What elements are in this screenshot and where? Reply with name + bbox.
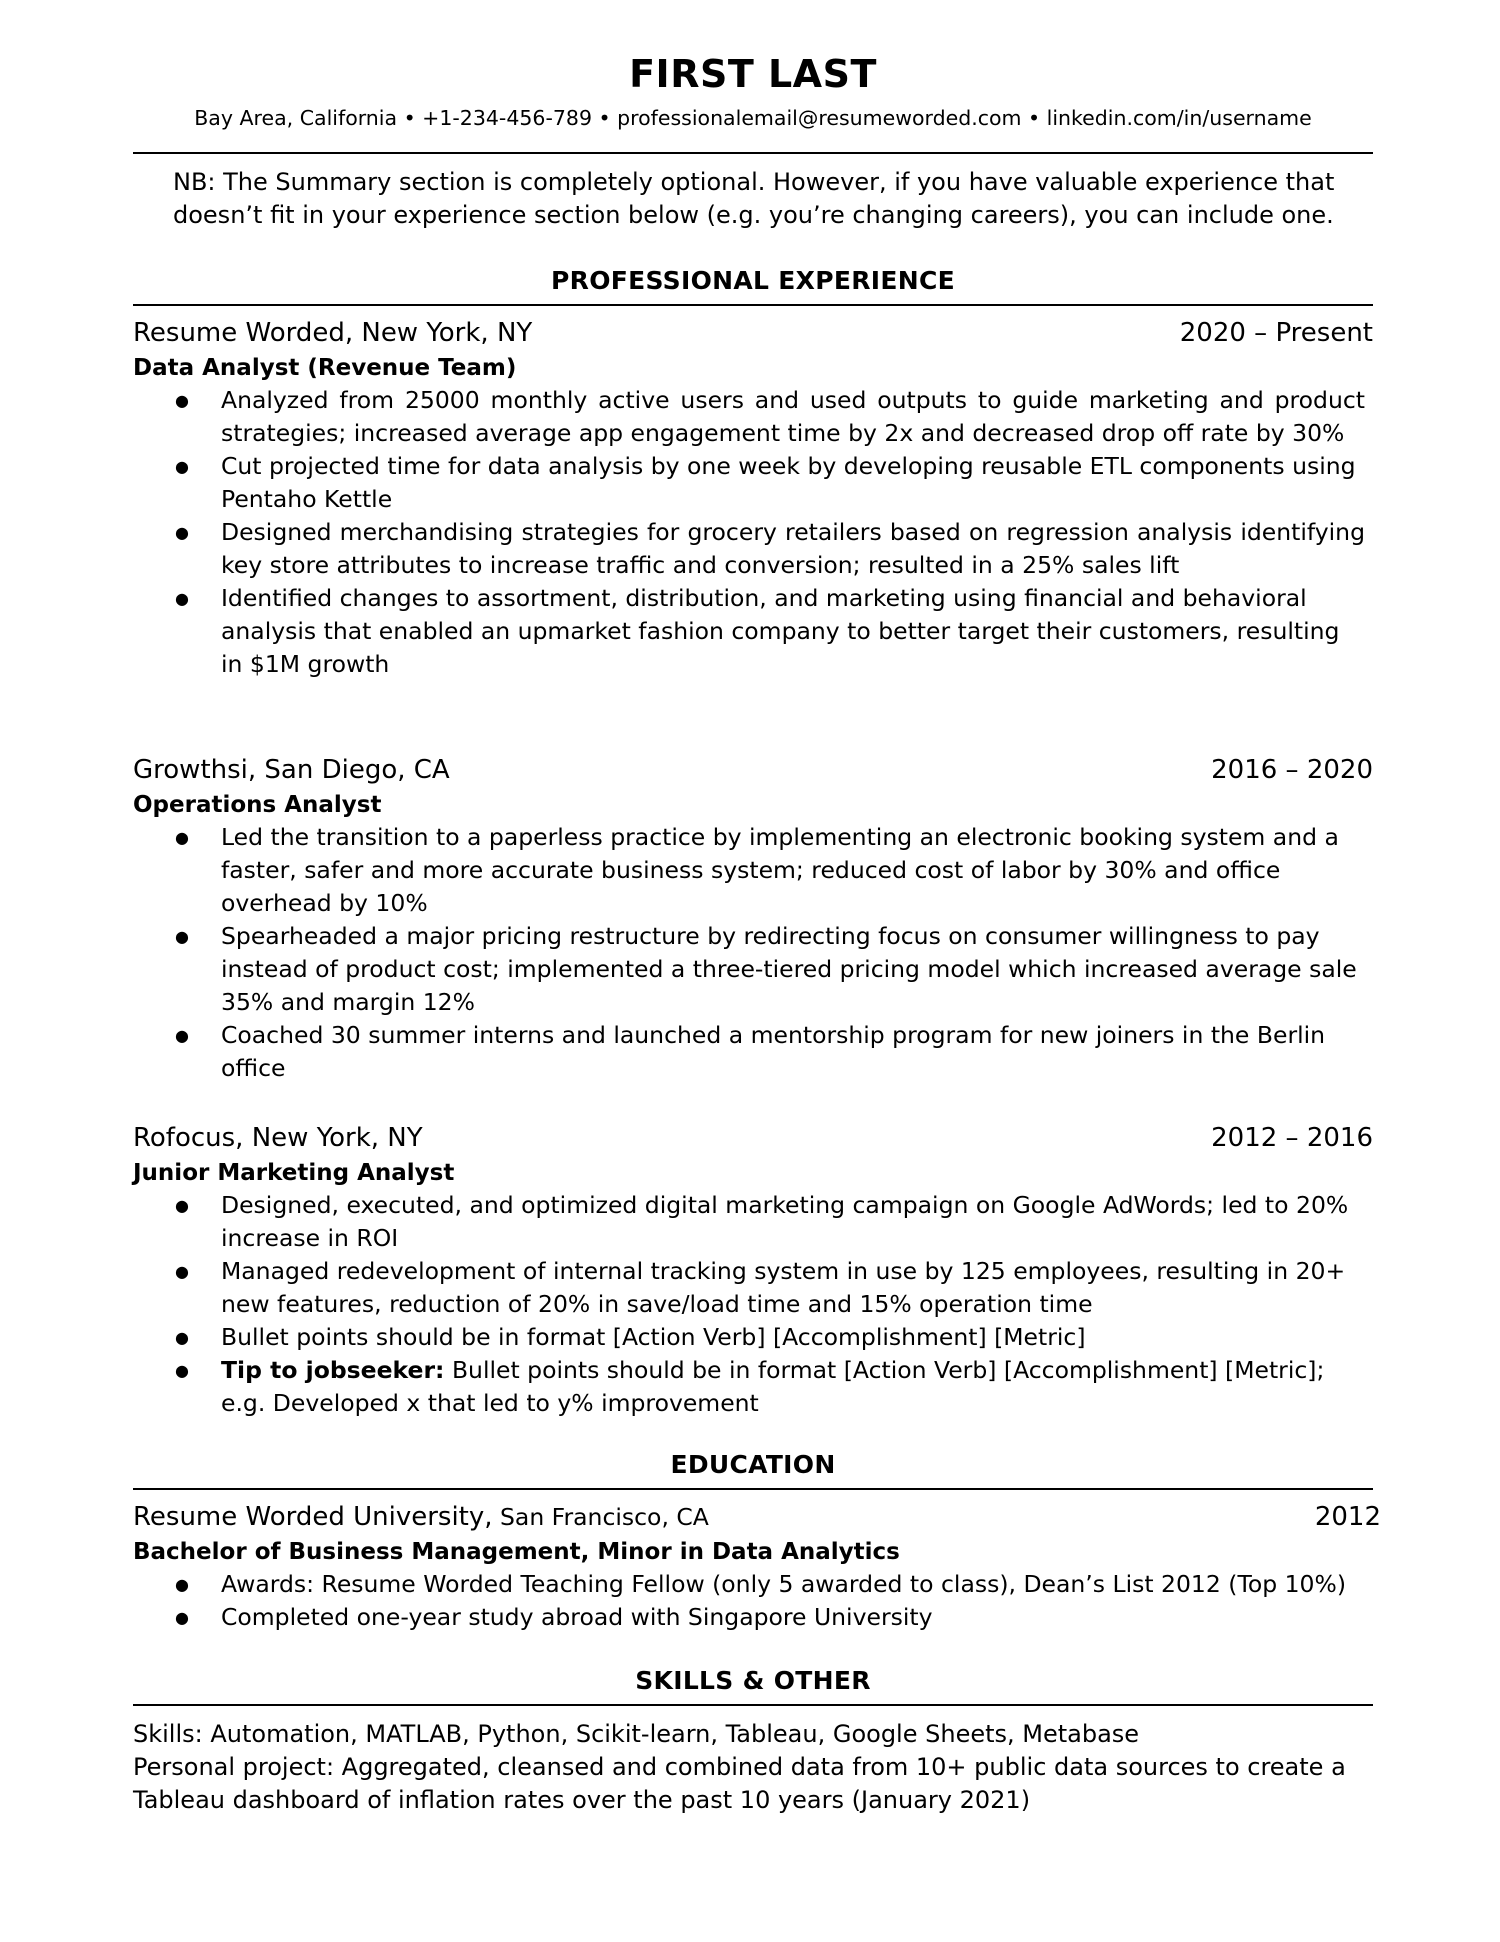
job-entry xyxy=(133,755,1373,1085)
job-company: Rofocus, New York, NY xyxy=(133,1123,423,1153)
bullet-item: ● Awards: Resume Worded Teaching Fellow (only 5 awarded to class), Dean’s List 2012 (Top 10%) xyxy=(133,1568,1373,1601)
education-divider xyxy=(133,1488,1373,1490)
job-dates: 2016 – 2020 xyxy=(1211,755,1373,785)
skills-divider xyxy=(133,1704,1373,1706)
job-header xyxy=(133,1123,1373,1157)
education-school-line xyxy=(133,1502,709,1532)
contact-line: Bay Area, California • +1-234-456-789 • professionalemail@resumeworded.com • linkedin.com/in/username xyxy=(194,106,1312,130)
education-degree: Bachelor of Business Management, Minor in Data Analytics xyxy=(133,1539,900,1565)
tip-label: Tip to jobseeker: xyxy=(221,1356,445,1384)
bullet-item: ● Bullet points should be in format [Action Verb] [Accomplishment] [Metric] xyxy=(133,1321,1373,1354)
education-entry xyxy=(133,1502,1381,1634)
bullet-item: ● Spearheaded a major pricing restructure by redirecting focus on consumer willingness to pay instead of product cost; implemented a three-tiered pricing model which increased average sale 35% and margin 12% xyxy=(133,920,1373,1019)
job-role: Operations Analyst xyxy=(133,792,382,818)
bullet-item: ● Designed merchandising strategies for grocery retailers based on regression analysis identifying key store attributes to increase traffic and conversion; resulted in a 25% sales lift xyxy=(133,516,1373,582)
job-entry xyxy=(133,1123,1373,1420)
education-section-title: EDUCATION xyxy=(670,1450,836,1479)
bullet-item: ● Cut projected time for data analysis by one week by developing reusable ETL components using Pentaho Kettle xyxy=(133,450,1373,516)
job-dates: 2012 – 2016 xyxy=(1211,1123,1373,1153)
bullet-item: ● Analyzed from 25000 monthly active users and used outputs to guide marketing and product strategies; increased average app engagement time by 2x and decreased drop off rate by 30% xyxy=(133,384,1373,450)
job-dates: 2020 – Present xyxy=(1179,318,1373,348)
job-company: Resume Worded, New York, NY xyxy=(133,318,533,348)
education-year: 2012 xyxy=(1314,1502,1381,1532)
summary-paragraph: NB: The Summary section is completely optional. However, if you have valuable experience that doesn’t fit in your experience section below (e.g. you’re changing careers), you can include one. xyxy=(173,168,1335,229)
experience-divider xyxy=(133,304,1373,306)
experience-section-title: PROFESSIONAL EXPERIENCE xyxy=(551,266,955,295)
job-bullets xyxy=(133,384,1373,681)
job-company: Growthsi, San Diego, CA xyxy=(133,755,450,785)
job-header xyxy=(133,318,1373,352)
education-header xyxy=(133,1502,1381,1536)
candidate-name: FIRST LAST xyxy=(629,52,877,96)
bullet-item: ● Designed, executed, and optimized digital marketing campaign on Google AdWords; led to 20% increase in ROI xyxy=(133,1189,1373,1255)
skills-section-title: SKILLS & OTHER xyxy=(635,1666,871,1695)
job-bullets xyxy=(133,821,1373,1085)
job-entry xyxy=(133,318,1373,681)
job-header xyxy=(133,755,1373,789)
education-city: San Francisco, CA xyxy=(492,1503,709,1531)
skills-block xyxy=(133,1718,1373,1817)
education-school: Resume Worded University, xyxy=(133,1502,493,1532)
skills-line: Skills: Automation, MATLAB, Python, Scikit-learn, Tableau, Google Sheets, Metabase xyxy=(133,1720,1140,1748)
bullet-item-tip xyxy=(133,1354,1373,1420)
bullet-item: ● Identified changes to assortment, distribution, and marketing using financial and behavioral analysis that enabled an upmarket fashion company to better target their customers, resulting in $1M growth xyxy=(133,582,1373,681)
bullet-item: ● Managed redevelopment of internal tracking system in use by 125 employees, resulting in 20+ new features, reduction of 20% in save/load time and 15% operation time xyxy=(133,1255,1373,1321)
personal-project-line: Personal project: Aggregated, cleansed and combined data from 10+ public data sources to create a Tableau dashboard of inflation rates over the past 10 years (January 2021) xyxy=(133,1753,1346,1814)
header-divider xyxy=(133,152,1373,154)
bullet-item: ● Coached 30 summer interns and launched a mentorship program for new joiners in the Berlin office xyxy=(133,1019,1373,1085)
job-role: Data Analyst (Revenue Team) xyxy=(133,355,517,381)
job-bullets xyxy=(133,1189,1373,1420)
education-bullets xyxy=(133,1568,1373,1634)
bullet-item: ● Led the transition to a paperless practice by implementing an electronic booking system and a faster, safer and more accurate business system; reduced cost of labor by 30% and office overhead by 10% xyxy=(133,821,1373,920)
tip-text: Bullet points should be in format [Action Verb] [Accomplishment] [Metric]; e.g. Developed x that led to y% improvement xyxy=(221,1356,1325,1417)
job-role: Junior Marketing Analyst xyxy=(133,1160,455,1186)
bullet-item: ● Completed one-year study abroad with Singapore University xyxy=(133,1601,1373,1634)
